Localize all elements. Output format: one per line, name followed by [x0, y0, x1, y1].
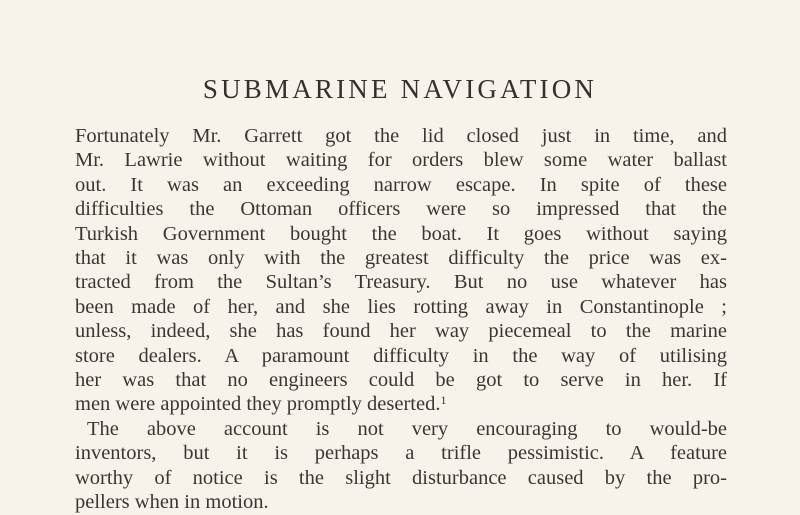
paragraph-2	[75, 417, 727, 515]
text-line: her was that no engineers could be got to serve in her. If	[75, 369, 727, 392]
text-line-content: men were appointed they promptly deserted.	[75, 393, 441, 416]
text-line: difficulties the Ottoman officers were so impressed that the	[75, 198, 727, 221]
page-header: SUBMARINE NAVIGATION	[202, 74, 598, 104]
text-line: that it was only with the greatest difficulty the price was ex-	[75, 247, 727, 270]
text-line: been made of her, and she lies rotting away in Constantinople ;	[75, 295, 727, 318]
text-line: worthy of notice is the slight disturbance caused by the pro-	[75, 466, 727, 489]
text-line: store dealers. A paramount difficulty in the way of utilising	[75, 344, 727, 367]
body-text	[75, 124, 727, 515]
text-line: unless, indeed, she has found her way piecemeal to the marine	[75, 320, 727, 343]
text-line: tracted from the Sultan’s Treasury. But no use whatever has	[75, 271, 727, 294]
text-line: out. It was an exceeding narrow escape. In spite of these	[75, 173, 727, 196]
paragraph-1	[75, 124, 727, 417]
text-line: Fortunately Mr. Garrett got the lid closed just in time, and	[75, 125, 727, 147]
text-line	[75, 392, 727, 416]
text-line: inventors, but it is perhaps a trifle pessimistic. A feature	[75, 442, 727, 465]
footnote-marker: 1	[440, 393, 447, 408]
text-line: Turkish Government bought the boat. It goes without saying	[75, 222, 727, 245]
text-line: pellers when in motion.	[75, 491, 269, 514]
text-line: Mr. Lawrie without waiting for orders blew some water ballast	[75, 149, 727, 172]
text-line: The above account is not very encouraging to would-be	[87, 417, 727, 440]
